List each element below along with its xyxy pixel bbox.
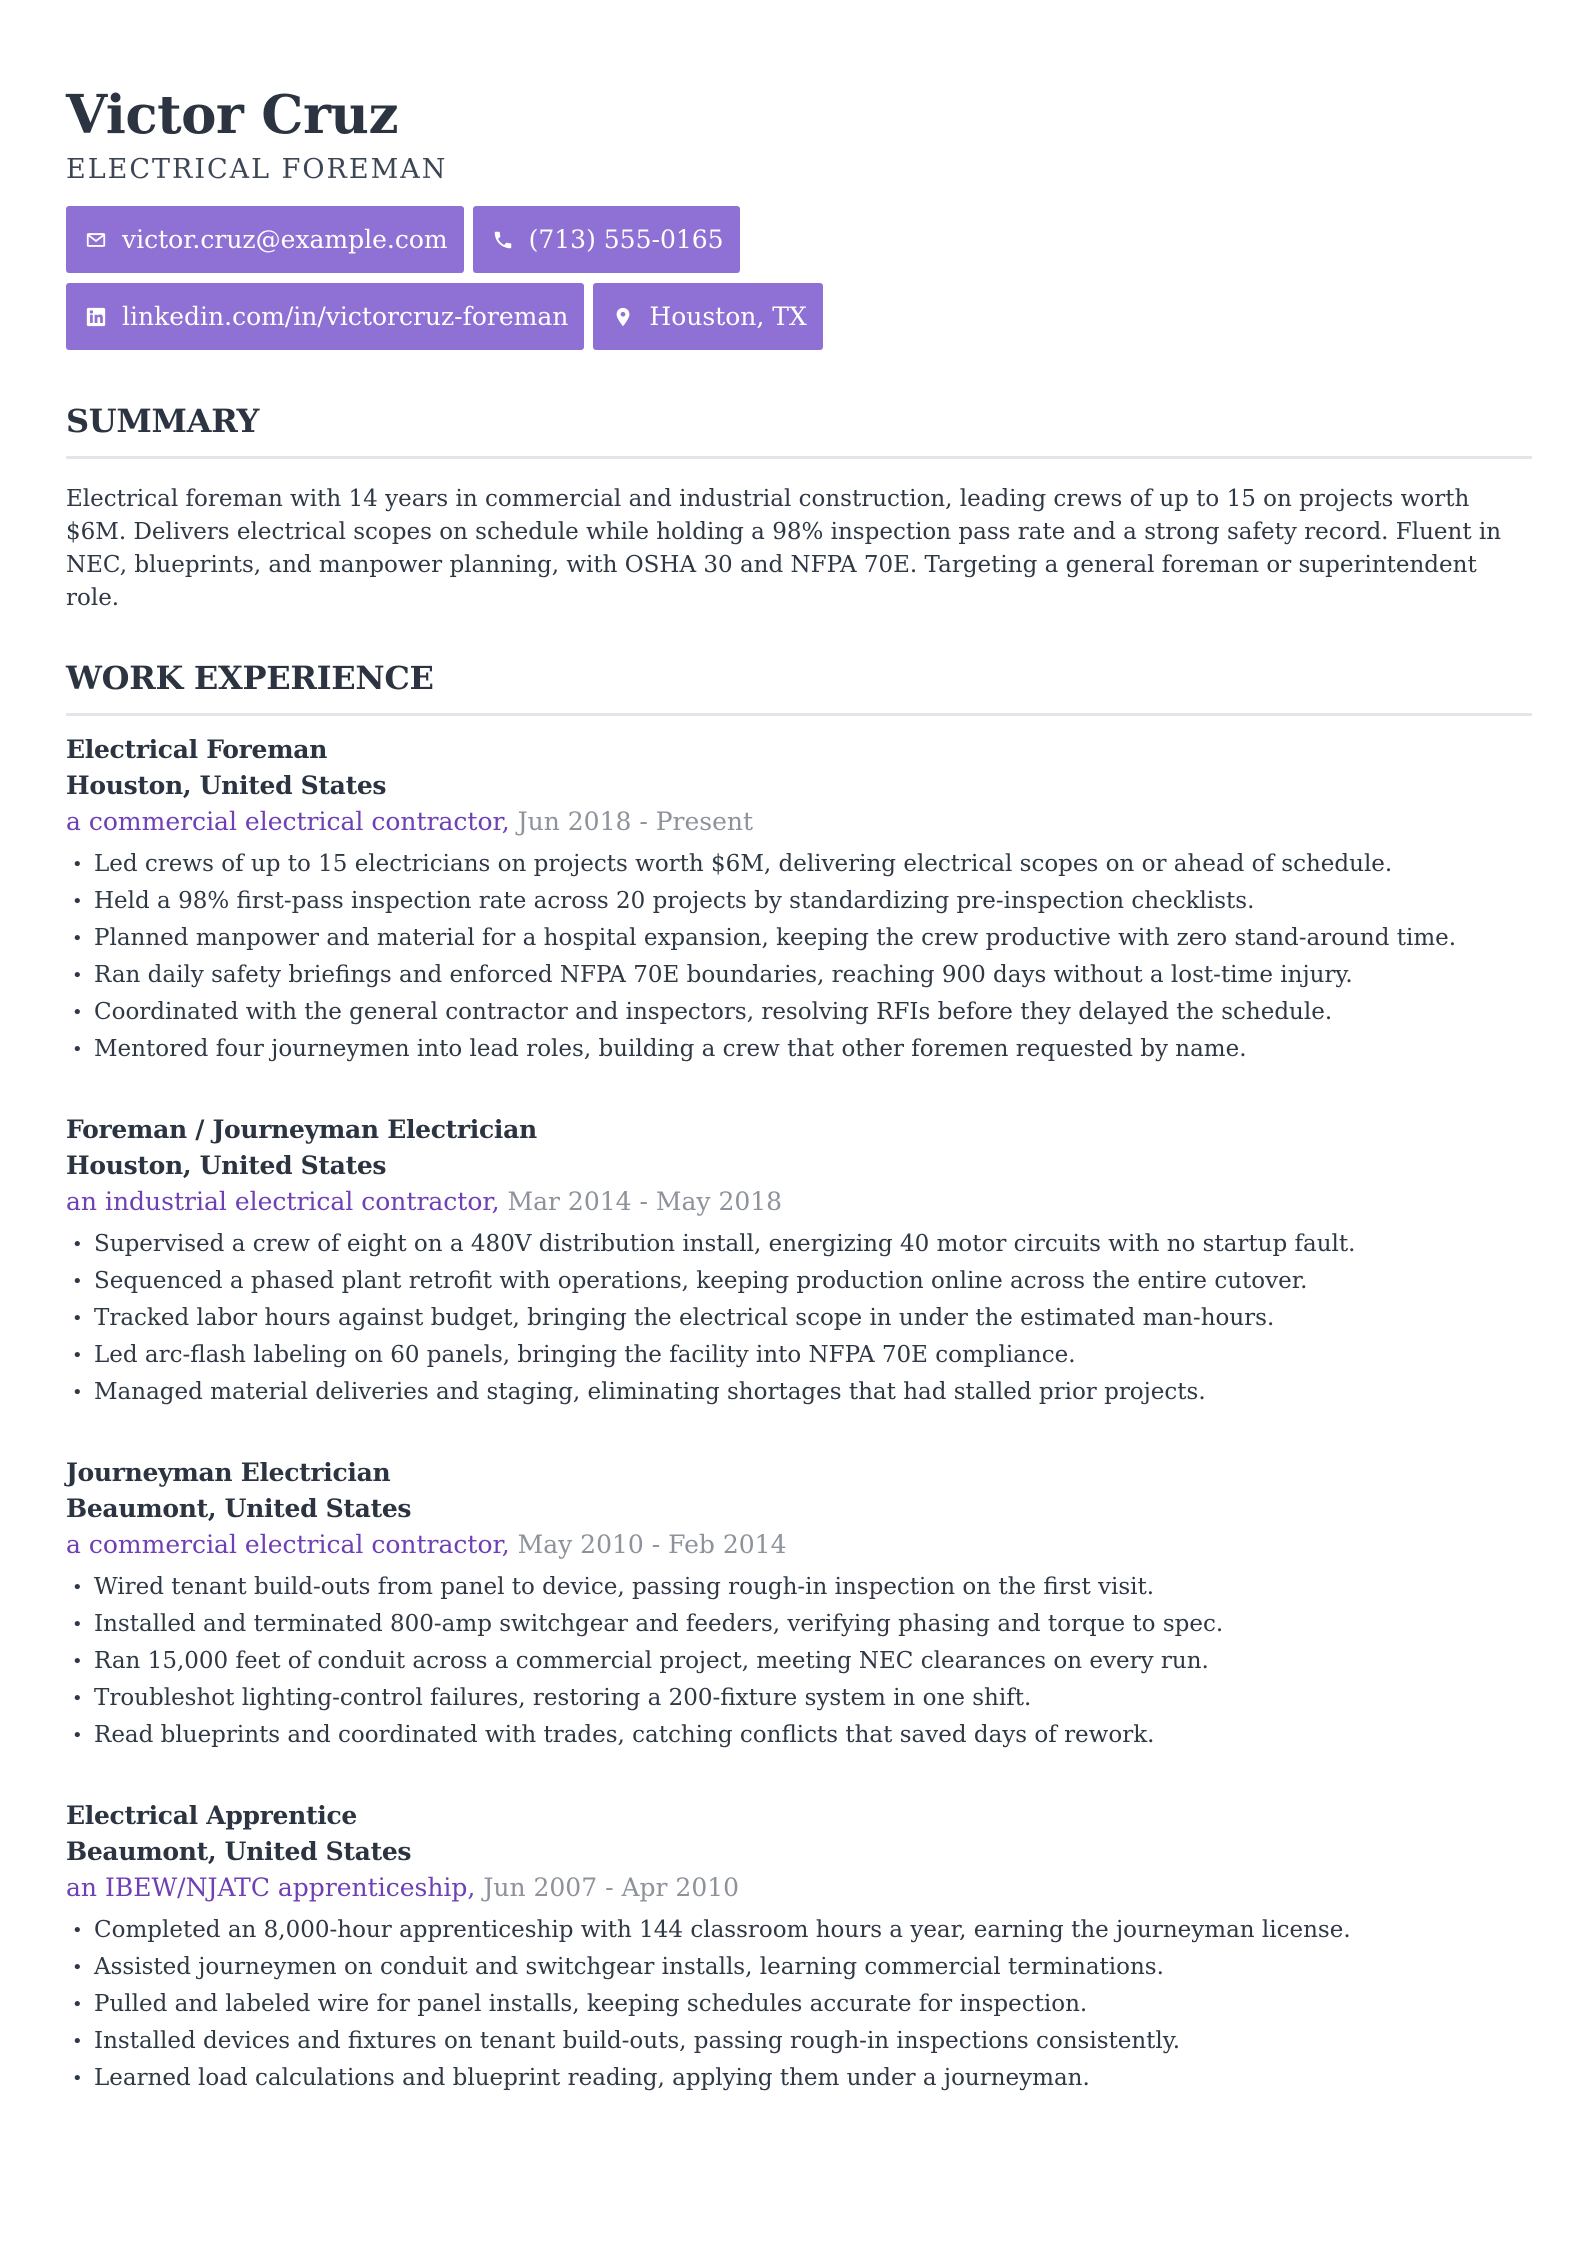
job-bullets xyxy=(66,1226,1532,1411)
job-bullet: • Led arc-flash labeling on 60 panels, bringing the facility into NFPA 70E compliance. xyxy=(66,1337,1532,1374)
email-text: victor.cruz@example.com xyxy=(122,225,448,254)
job-company: a commercial electrical contractor, xyxy=(66,807,510,836)
section-divider xyxy=(66,456,1532,459)
job-bullet: • Troubleshot lighting-control failures, restoring a 200-fixture system in one shift. xyxy=(66,1680,1532,1717)
job-location: Houston, United States xyxy=(66,771,387,800)
job-location: Houston, United States xyxy=(66,1151,387,1180)
job-bullet: • Pulled and labeled wire for panel installs, keeping schedules accurate for inspection. xyxy=(66,1986,1532,2023)
location-chip[interactable] xyxy=(593,283,822,350)
job-entry xyxy=(66,1112,1532,1411)
location-text: Houston, TX xyxy=(649,302,807,331)
job-company: an industrial electrical contractor, xyxy=(66,1187,500,1216)
job-bullet: • Coordinated with the general contractor and inspectors, resolving RFIs before they delayed the schedule. xyxy=(66,994,1532,1031)
job-meta xyxy=(66,804,1532,840)
job-dates: May 2010 - Feb 2014 xyxy=(517,1530,787,1559)
mail-icon xyxy=(84,228,108,252)
job-bullet: • Ran 15,000 feet of conduit across a commercial project, meeting NEC clearances on every run. xyxy=(66,1643,1532,1680)
job-meta xyxy=(66,1184,1532,1220)
job-entry xyxy=(66,732,1532,1068)
job-bullet: • Tracked labor hours against budget, bringing the electrical scope in under the estimated man-hours. xyxy=(66,1300,1532,1337)
location-pin-icon xyxy=(611,305,635,329)
job-bullet: • Mentored four journeymen into lead roles, building a crew that other foremen requested by name. xyxy=(66,1031,1532,1068)
job-bullet: • Ran daily safety briefings and enforced NFPA 70E boundaries, reaching 900 days without a lost-time injury. xyxy=(66,957,1532,994)
experience-heading: WORK EXPERIENCE xyxy=(66,659,434,697)
job-location: Beaumont, United States xyxy=(66,1494,412,1523)
candidate-title: ELECTRICAL FOREMAN xyxy=(66,154,448,185)
job-role: Journeyman Electrician xyxy=(66,1458,391,1487)
job-bullet: • Installed devices and fixtures on tenant build-outs, passing rough-in inspections consistently. xyxy=(66,2023,1532,2060)
job-dates: Jun 2007 - Apr 2010 xyxy=(483,1873,740,1902)
experience-section xyxy=(66,657,1532,2097)
job-bullet: • Read blueprints and coordinated with trades, catching conflicts that saved days of rework. xyxy=(66,1717,1532,1754)
phone-chip[interactable] xyxy=(473,206,740,273)
job-bullet: • Held a 98% first-pass inspection rate across 20 projects by standardizing pre-inspection checklists. xyxy=(66,883,1532,920)
job-bullets xyxy=(66,846,1532,1068)
job-bullet: • Planned manpower and material for a hospital expansion, keeping the crew productive with zero stand-around time. xyxy=(66,920,1532,957)
job-role: Electrical Apprentice xyxy=(66,1801,358,1830)
summary-heading: SUMMARY xyxy=(66,402,260,440)
linkedin-icon xyxy=(84,305,108,329)
job-bullet: • Wired tenant build-outs from panel to device, passing rough-in inspection on the first visit. xyxy=(66,1569,1532,1606)
linkedin-text: linkedin.com/in/victorcruz-foreman xyxy=(122,302,569,331)
job-list xyxy=(66,732,1532,2097)
job-location: Beaumont, United States xyxy=(66,1837,412,1866)
job-dates: Jun 2018 - Present xyxy=(517,807,754,836)
job-dates: Mar 2014 - May 2018 xyxy=(507,1187,783,1216)
job-bullet: • Led crews of up to 15 electricians on projects worth $6M, delivering electrical scopes on or ahead of schedule. xyxy=(66,846,1532,883)
job-bullets xyxy=(66,1912,1532,2097)
job-company: a commercial electrical contractor, xyxy=(66,1530,510,1559)
job-bullet: • Sequenced a phased plant retrofit with operations, keeping production online across the entire cutover. xyxy=(66,1263,1532,1300)
job-meta xyxy=(66,1527,1532,1563)
linkedin-chip[interactable] xyxy=(66,283,584,350)
job-bullet: • Completed an 8,000-hour apprenticeship with 144 classroom hours a year, earning the journeyman license. xyxy=(66,1912,1532,1949)
job-entry xyxy=(66,1455,1532,1754)
job-role: Foreman / Journeyman Electrician xyxy=(66,1115,537,1144)
job-meta xyxy=(66,1870,1532,1906)
job-company: an IBEW/NJATC apprenticeship, xyxy=(66,1873,476,1902)
job-bullet: • Assisted journeymen on conduit and switchgear installs, learning commercial terminations. xyxy=(66,1949,1532,1986)
candidate-name: Victor Cruz xyxy=(66,84,399,146)
summary-text: Electrical foreman with 14 years in commercial and industrial construction, leading crews of up to 15 on projects worth $6M. Delivers electrical scopes on schedule while holding a 98% inspection pass rate and a strong safety record. Fluent in NEC, blueprints, and manpower planning, with OSHA 30 and NFPA 70E. Targeting a general foreman or superintendent role. xyxy=(66,486,1502,611)
phone-text: (713) 555-0165 xyxy=(528,225,724,254)
job-bullet: • Supervised a crew of eight on a 480V distribution install, energizing 40 motor circuits with no startup fault. xyxy=(66,1226,1532,1263)
job-bullet: • Installed and terminated 800-amp switchgear and feeders, verifying phasing and torque to spec. xyxy=(66,1606,1532,1643)
job-bullet: • Learned load calculations and blueprint reading, applying them under a journeyman. xyxy=(66,2060,1532,2097)
summary-section xyxy=(66,400,1532,615)
contact-list xyxy=(66,206,866,350)
email-chip[interactable] xyxy=(66,206,464,273)
section-divider xyxy=(66,713,1532,716)
job-entry xyxy=(66,1798,1532,2097)
phone-icon xyxy=(491,228,515,252)
job-bullet: • Managed material deliveries and staging, eliminating shortages that had stalled prior projects. xyxy=(66,1374,1532,1411)
job-role: Electrical Foreman xyxy=(66,735,328,764)
job-bullets xyxy=(66,1569,1532,1754)
